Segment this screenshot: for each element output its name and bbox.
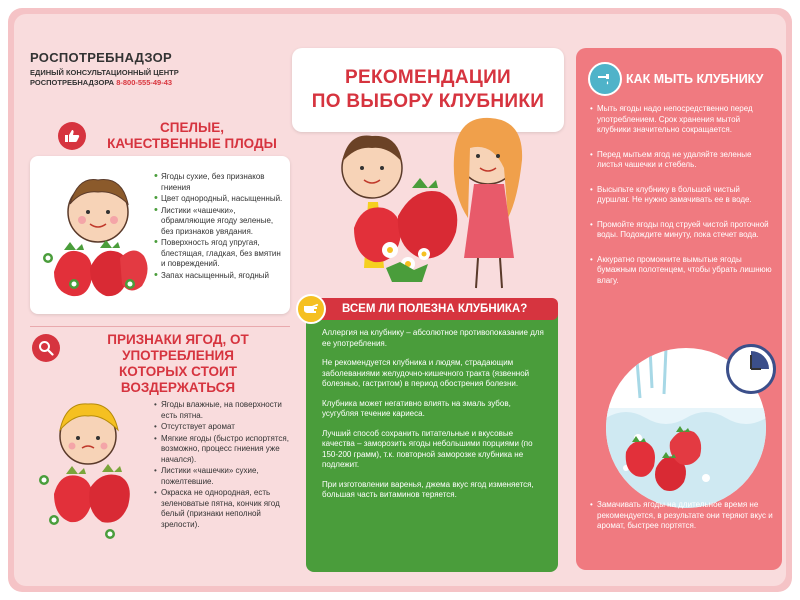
wash-last-item: • Замачивать ягоды на длительное время не рекомендуется, в результате они теряют вкус и аромат, быстрее портятся. [590, 500, 776, 532]
useful-paragraph: Клубника может негативно влиять на эмаль зубов, усугубляя течение кариеса. [322, 398, 511, 418]
wash-list [590, 104, 772, 300]
main-title-line2: ПО ВЫБОРУ КЛУБНИКИ [311, 91, 545, 112]
bad-item: • Отсутствует аромат [154, 422, 290, 433]
bad-title-line1: ПРИЗНАКИ ЯГОД, ОТ УПОТРЕБЛЕНИЯ [107, 332, 249, 363]
children-strawberries-illustration [328, 108, 558, 298]
ripe-box [30, 156, 290, 314]
ripe-item: • Листики «чашечки», обрамляющие ягоду зеленые, без признаков увядания. [154, 206, 284, 238]
ripe-item: • Поверхность ягод упругая, блестящая, гладкая, без вмятин и повреждений. [154, 238, 284, 270]
magnifier-icon [32, 334, 60, 362]
bad-title-line2: КОТОРЫХ СТОИТ ВОЗДЕРЖАТЬСЯ [119, 364, 237, 395]
bad-item: • Ягоды влажные, на поверхности есть пятна. [154, 400, 290, 421]
faucet-icon [588, 62, 622, 96]
useful-title-bar [308, 298, 558, 320]
wash-last-list [590, 500, 776, 532]
useful-paragraph: Не рекомендуется клубника и людям, страдающим заболеваниями желудочно-кишечного тракта (язвенной болезнью, гастритом) в период обострения болезни. [322, 358, 530, 388]
bad-item: • Мягкие ягоды (быстро испортятся, возможно, процесс гниения уже начался). [154, 434, 290, 466]
bad-item: • Листики «чашечки» сухие, пожелтевшие. [154, 466, 290, 487]
org-line1: ЕДИНЫЙ КОНСУЛЬТАЦИОННЫЙ ЦЕНТР [30, 68, 179, 77]
org-header [30, 50, 179, 88]
wash-item: • Высыпьте клубнику в большой чистый дуршлаг. Не нужно замачивать ее в воде. [590, 185, 772, 206]
useful-paragraph: При изготовлении варенья, джема вкус ягод изменяется, большая часть витаминов теряется. [322, 479, 534, 499]
org-line2-row [30, 78, 179, 88]
bad-list [154, 400, 290, 531]
org-name: РОСПОТРЕБНАДЗОР [30, 50, 173, 65]
ripe-list [154, 172, 284, 282]
useful-title: ВСЕМ ЛИ ПОЛЕЗНА КЛУБНИКА? [342, 303, 528, 315]
wash-item: • Промойте ягоды под струей чистой проточной воды. Подождите минуту, пока стечет вода. [590, 220, 772, 241]
wash-item: • Аккуратно промокните вымытые ягоды бумажным полотенцем, чтобы убрать лишнюю влагу. [590, 255, 772, 287]
wash-item: • Перед мытьем ягод не удаляйте зеленые листья чашечки и стебель. [590, 150, 772, 171]
useful-box [306, 306, 558, 572]
child-bad-strawberry-illustration [30, 384, 150, 554]
main-title-line1: РЕКОМЕНДАЦИИ [345, 67, 511, 88]
org-phone: 8-800-555-49-43 [116, 78, 173, 87]
poster [8, 8, 792, 592]
ripe-title [92, 120, 292, 152]
ripe-item: • Ягоды сухие, без признаков гниения [154, 172, 284, 193]
useful-paragraph: Аллергия на клубнику – абсолютное противопоказание для ее употребления. [322, 328, 544, 348]
ripe-title-line2: КАЧЕСТВЕННЫЕ ПЛОДЫ [107, 136, 277, 151]
ripe-item: • Цвет однородный, насыщенный. [154, 194, 284, 205]
wash-panel [576, 48, 782, 570]
bad-item: • Окраска не однородная, есть зеленоватые пятна, кончик ягод белый (признаки неполной зрелости). [154, 488, 290, 530]
wash-title: КАК МЫТЬ КЛУБНИКУ [626, 72, 764, 86]
useful-paragraph: Лучший способ сохранить питательные и вкусовые качества – заморозить ягоды небольшими порциями (по 150-200 грамм), т.к. повторной заморозке клубника не подлежит. [322, 428, 533, 469]
clock-icon [726, 344, 776, 394]
wash-item: • Мыть ягоды надо непосредственно перед употреблением. Срок хранения мытой клубники значительно сокращается. [590, 104, 772, 136]
org-line2: РОСПОТРЕБНАДЗОРА [30, 78, 115, 87]
ripe-item: • Запах насыщенный, ягодный [154, 271, 284, 282]
child-strawberry-illustration [34, 160, 154, 310]
thumbs-up-icon [58, 122, 86, 150]
ripe-title-line1: СПЕЛЫЕ, [160, 120, 224, 135]
org-subtitle [30, 68, 179, 88]
section-divider [30, 326, 290, 327]
hand-point-icon [296, 294, 326, 324]
